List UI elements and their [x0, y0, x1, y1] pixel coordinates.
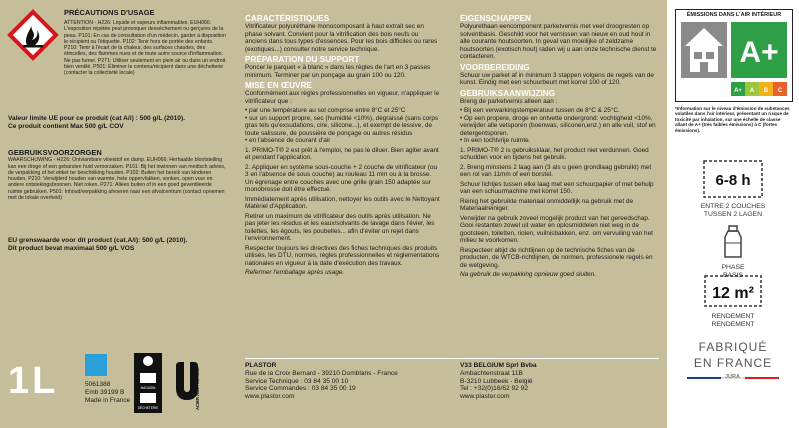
drying-time-value: 6-8 h	[715, 172, 751, 189]
emission-scale-graphic	[679, 20, 790, 100]
drying-caption-nl: TUSSEN 2 LAGEN	[703, 211, 763, 218]
fr-standards: Respecter toujours les directives des fiches techniques des produits utilisés, les DTU, normes, règles professionnelles et réglementations nationales en vigueur à la date d'exécution des travaux.	[245, 244, 440, 267]
precautions-text: ATTENTION - H226: Liquide et vapeurs inflammables. EUH066: L'exposition répétée peut provoquer dessèchement ou gerçures de la peau. P101: En cas de consultation d'un médecin, garder à disposition le récipient ou l'étiquette. P102: Tenir hors de portée des enfants. P210: Tenir à l'écart de la chaleur, des surfaces chaudes, des étincelles, des flammes nues et de toute autre source d'inflammation. Ne pas fumer. P271: Utiliser seulement en plein air ou dans un endroit bien ventilé. P501: Éliminer le contenu/récipient dans une déchetterie (contacter la collectivité locale)	[64, 20, 226, 77]
triman-decheterie: DÉCHETERIE	[137, 406, 159, 410]
drying-time-icon	[703, 160, 763, 198]
french-column	[245, 14, 440, 279]
acier-text: ACIER RECYCLABLE	[195, 367, 200, 410]
nl-heading-preparation: VOORBEREIDING	[460, 62, 530, 72]
precautions-text-top	[64, 20, 227, 77]
fr-characteristics-text: Vitrificateur polyuréthane monocomposant à haut extrait sec en phase solvant. Convient pour la vitrification des bois neufs ou anciens dans tous types d'essences. Pour les bois difficiles ou rares (exotiques...) consulter notre service technique.	[245, 23, 438, 53]
product-codes	[85, 381, 130, 405]
grade-b: B	[763, 88, 769, 94]
fr-cleaning: Immédiatement après utilisation, nettoyer les outils avec le Nettoyant Matériel d'Application.	[245, 195, 440, 210]
nl-preparation-text: Schuur uw parket af in minimum 3 stappen volgens de regels van de kunst. Eindig met een schuurbeurt met korrel 100 of 120.	[460, 71, 654, 86]
fr-application-intro: Conformément aux règles professionnelles en vigueur, n'appliquer le vitrificateur que :	[245, 90, 440, 105]
flag-red	[745, 377, 779, 379]
nl-heading-properties: EIGENSCHAPPEN	[460, 14, 531, 23]
product-code: 5061388	[85, 381, 111, 388]
voc-fr-limit: Valeur limite UE pour ce produit (cat A/i) : 500 g/L (2010).	[8, 115, 185, 122]
jura-flag	[687, 374, 779, 382]
nl-step-1: 1. PRIMO-T® 2 is gebruiksklaar, het product niet verdunnen. Goed schudden voor en tijdens het gebruik.	[460, 146, 649, 161]
made-in-label-1: FABRIQUÉ	[698, 340, 768, 354]
precautions-title: PRÉCAUTIONS D'USAGE	[64, 8, 155, 17]
address-nl	[460, 362, 537, 401]
packaging-code: Emb 39199 B	[85, 389, 125, 396]
fr-preparation-text: Poncer le parquet « à blanc » dans les règles de l'art en 3 passes minimum. Terminer par un ponçage au grain 100 ou 120.	[245, 64, 431, 79]
fr-residues: Retirer un maximum de vitrificateur des outils après utilisation. Ne pas jeter les résidus et les eaux/solvants de lavage dans l'évier, les toilettes, les égouts, les poubelles... afin d'éviter un rejet dans l'environnement.	[245, 212, 435, 242]
coverage-block	[667, 274, 799, 329]
gebruik-title: GEBRUIKSVOORZORGEN	[8, 148, 102, 157]
nl-bullet-surface: • Op een propere, droge en ontvette ondergrond: vochtigheid <10%, verwijder alle vetsporen (boenwas, siliconen,enz.) en alle vuil, stof en detergentsporen.	[460, 114, 656, 137]
nl-cleaning: Reinig het gebruikte materiaal onmiddellijk na gebruik met de Materiaalreiniger.	[460, 197, 633, 212]
coverage-value: 12 m²	[712, 285, 754, 302]
safety-panel	[0, 0, 233, 428]
fr-close-packaging: Refermer l'emballage après usage.	[245, 269, 345, 276]
dutch-column	[460, 14, 660, 281]
nl-sanding: Schuur lichtjes tussen elke laag met een schuurpapier of met behulp van een schuurmachine met korrel 150.	[460, 180, 654, 195]
voc-nl-content: Dit product bevat maximaal 500 g/L VOS	[8, 244, 135, 252]
volume-label: 1L	[8, 360, 59, 402]
triman-sorting-icon	[134, 353, 162, 413]
drying-time-block	[667, 160, 799, 219]
fr-bullet-draft: • en l'absence de courant d'air	[245, 137, 331, 144]
nl-residues: Verwijder na gebruik zoveel mogelijk product van het gereedschap. Gooi restanten zowel uit water en oplosmiddelen niet weg in de gootsteen, toiletten, riolen, vuilnisbakken, enz. om vervuiling van het milieu te voorkomen.	[460, 214, 653, 244]
instructions-panel	[233, 0, 667, 428]
made-in-label-2: EN FRANCE	[693, 356, 773, 370]
address-nl-city: B-3210 Lubbeek - België	[460, 377, 533, 385]
address-fr-technical: Service Technique : 03 84 35 00 10	[245, 377, 349, 385]
triman-magasin: MAGASIN	[140, 386, 156, 390]
gebruik-block	[8, 150, 227, 201]
address-fr-street: Rue de la Croix Bernard - 39210 Domblans - France	[245, 369, 398, 377]
voc-nl	[8, 237, 227, 252]
address-nl-street: Ambachtenstraat 11B	[460, 369, 523, 377]
address-nl-phone: Tel : +32(0)16/62 92 92	[460, 385, 529, 393]
grade-c: C	[777, 88, 783, 94]
company-name-fr: PLASTOR	[245, 362, 277, 369]
phase-fr: PHASE	[721, 264, 745, 271]
coverage-icon	[703, 274, 763, 308]
coverage-caption-fr: RENDEMENT	[711, 313, 755, 320]
info-panel	[667, 0, 799, 428]
address-fr-website: www.plastor.com	[245, 393, 295, 401]
grade-a: A	[749, 88, 755, 94]
flag-blue	[687, 377, 721, 379]
voc-nl-limit: EU grenswaarde voor dit product (cat.A/i): 500 g/L (2010).	[8, 237, 188, 244]
voc-fr-content: Ce produit contient Max 500 g/L COV	[8, 122, 124, 130]
emission-title: ÉMISSIONS DANS L'AIR INTÉRIEUR	[686, 12, 782, 18]
fr-bullet-support: • sur un support propre, sec (humidité <10%), dégraissé (sans corps gras tels qu'exsudations, cire, silicone...), et exempt de lessive, de toute salissure, de poussière de ponçage ou autres résidus	[245, 114, 439, 137]
nl-usage-intro: Breng de parketvernis alleen aan :	[460, 97, 558, 105]
address-divider	[245, 358, 659, 359]
nl-heading-usage: GEBRUIKSAANWIJZING	[460, 88, 556, 98]
nl-step-2: 2. Breng minstens 2 laag aan (3 als u geen grondlaag gebruikt) met een rol van 11mm of een borstel.	[460, 163, 652, 178]
voc-fr	[8, 115, 227, 130]
fr-heading-characteristics: CARACTÉRISTIQUES	[245, 14, 330, 23]
solvent-phase-block	[667, 225, 799, 280]
flame-hazard-icon	[8, 10, 58, 60]
jura-label: JURA	[725, 374, 740, 380]
emission-label	[675, 9, 793, 102]
nl-guidelines: Respecteer altijd de richtlijnen op de technische fiches van de producten, de WTCB-richtlijnen, de normen, professionele regels en de wetgeving.	[460, 246, 653, 269]
nl-close-packaging: Na gebruik de verpakking opnieuw goed sluiten.	[460, 271, 597, 278]
fr-bullet-temperature: • par une température au sol comprise entre 8°C et 25°C	[245, 107, 406, 114]
emission-grade: A+	[739, 36, 779, 69]
grade-a-plus: A+	[734, 88, 742, 94]
phase-nl: BASIS	[722, 272, 744, 279]
fr-heading-application: MISE EN ŒUVRE	[245, 81, 312, 90]
steel-recyclable-icon	[172, 362, 202, 412]
address-nl-website: www.plastor.com	[460, 393, 510, 401]
drying-caption-fr: ENTRE 2 COUCHES	[700, 203, 766, 210]
company-name-nl: V33 BELGIUM Sprl Bvba	[460, 362, 537, 369]
origin-text: Made in France	[85, 397, 131, 404]
nl-bullet-draft: • In een tochtvrije ruimte.	[460, 137, 531, 144]
nl-bullet-temperature: • Bij een verwarkingstemperatuur tussen de 8°C & 25°C.	[460, 107, 620, 114]
coverage-caption-nl: RENDEMENT	[711, 321, 755, 328]
precautions-block	[64, 10, 227, 16]
nl-properties-text: Polyurethaan eencomponent parketvernis met veel droogresten op solventbasis. Geschikt voor het vernissen van nieuw en oud hout in alle courante houtsoorten. In geval van moeilijke of zeldzame houtsoorten (exotisch hout) raden wij u aan onze technische dienst te contacteren.	[460, 23, 657, 60]
emission-note: *Information sur le niveau d'émission de substances volatiles dans l'air intérieur, présentant un risque de toxicité par inhalation, sur une échelle de classe allant de A+ (très faibles émissions) à C (fortes émissions).	[675, 106, 790, 133]
fr-heading-preparation: PRÉPARATION DU SUPPORT	[245, 55, 360, 64]
fr-step-2: 2. Appliquer en système sous-couche + 2 couche de vitrificateur (ou 3 en l'absence de sous couche) au rouleau 11 mm ou à la brosse. Un égrenage entre couches avec une grille grain 150 adaptée sur monobrosse doit être effectué.	[245, 163, 438, 193]
solvent-bottle-icon	[720, 225, 746, 259]
address-fr-orders: Service Commandes : 03 84 35 00 19	[245, 385, 356, 393]
address-fr	[245, 362, 398, 401]
gebruik-text: WAARSCHUWING - H226: Ontvlambare vloeistof en damp. EUH066: Herhaalde blootstelling kan een droge of een gebarsten huid veroorzaken. P101: Bij het inwinnen van medisch advies, de verpakking of het etiket ter beschikking houden. P102: Buiten het bereik van kinderen houden. P210: Verwijderd houden van warmte, hete oppervlakken, vonken, open vuur en andere ontstekingsbronnen. Niet roken. P271: Alleen buiten of in een goed geventileerde ruimte gebruiken. P501: Inhoud/verpakking afvoeren naar een afvalcentrum (contact opnemen met de lokale overheid)	[8, 157, 226, 202]
recycling-square-icon	[85, 354, 107, 376]
fr-step-1: 1. PRIMO-T® 2 est prêt à l'emploi, ne pas le diluer. Bien agiter avant et pendant l'application.	[245, 146, 439, 161]
